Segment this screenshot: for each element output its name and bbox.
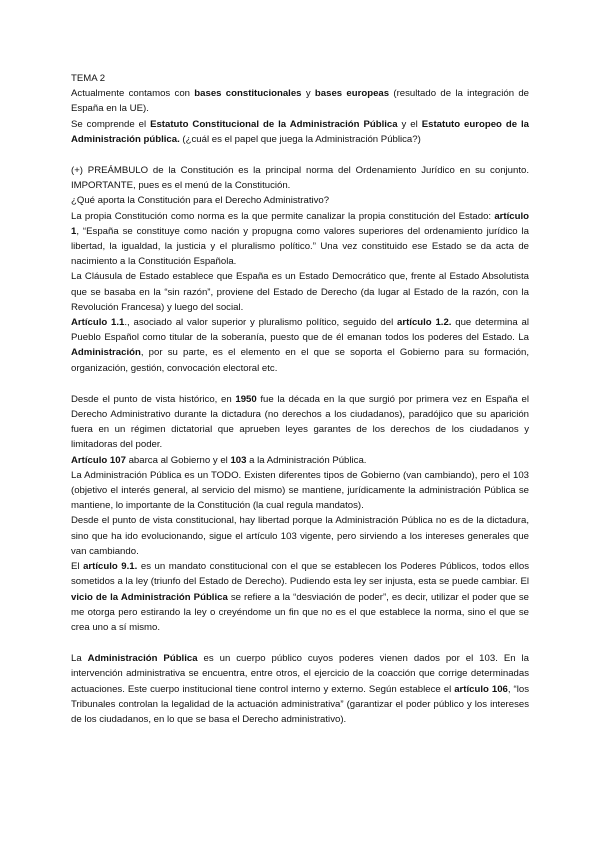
text-run: , por su parte, es el elemento en el que se soporta el Gobierno para su formación, organización, gestión, convocación electoral etc. (71, 347, 529, 374)
text-run: y el (397, 118, 422, 130)
text-run: y (301, 88, 315, 100)
text-run: Desde el punto de vista histórico, en (71, 393, 236, 405)
text-run: , “los Tribunales controlan la legalidad de la actuación administrativa” (garantizar el poder público y los intereses de los ciudadanos, en lo que se basa el Derecho administrativo). (71, 683, 529, 725)
text-run: fue la década en la que surgió por primera vez en España el Derecho Administrativo durante la dictadura (no derechos a los ciudadanos), paradójico que su aparición fuera en un régimen dictatorial que aprueben leyes garantes de los derechos de los ciudadanos y limitadoras del poder. (71, 393, 529, 451)
bold-term: vicio de la Administración Pública (71, 591, 228, 603)
text-run: es un cuerpo público cuyos poderes vienen dados por el 103. En la intervención administrativa se encuentra, entre otros, el ejercicio de la coacción que corrige determinadas actuaciones. Este cuerpo institucional tiene control interno y externo. Según establece el (71, 653, 529, 695)
text-run: (resultado de la integración de España en la UE). (71, 88, 530, 115)
text-run: ., asociado al valor superior y pluralismo político, seguido del (124, 317, 398, 329)
text-run: (¿cuál es el papel que juega la Administración Pública?) (179, 133, 421, 145)
bold-term: Administración Pública (87, 653, 198, 665)
paragraph-gap (71, 376, 529, 392)
bold-term: Estatuto europeo de la Administración pública. (71, 118, 530, 145)
bold-term: artículo 1.2. (397, 317, 452, 329)
bold-term: 1950 (235, 393, 257, 405)
text-run: se refiere a la “desviación de poder”, es decir, utilizar el poder que se me otorga pero estirando la ley o creyéndome un fin que no es el que establece la norma, sino el que se crea uno a sí mismo. (71, 591, 529, 633)
page-heading: TEMA 2 (71, 73, 106, 84)
paragraph-bases (71, 86, 529, 116)
text-run: que determina al Pueblo Español como titular de la soberanía, puesto que de él emanan todos los poderes del Estado. La (71, 317, 529, 344)
paragraph-preambulo: (+) PREÁMBULO de la Constitución es la principal norma del Ordenamiento Jurídico en su conjunto. IMPORTANTE, pues es el menú de la Constitución. (71, 165, 529, 192)
bold-term: 103 (230, 454, 247, 466)
paragraph-articulo-1 (71, 209, 529, 270)
paragraph-gap (71, 635, 529, 651)
paragraph-todo: La Administración Pública es un TODO. Existen diferentes tipos de Gobierno (van cambiando), pero el 103 (objetivo el interés general, al servicio del mismo) se mantiene, jurídicamente la administración Pública se mantiene, lo importante de la Constitución (la cual regula mandatos). (71, 469, 529, 512)
text-run: El (71, 561, 84, 573)
bold-term: Artículo 1.1 (71, 317, 125, 329)
text-run: , “España se constituye como nación y propugna como valores superiores del ordenamiento jurídico la libertad, la igualdad, la justicia y el pluralismo político.” Una vez constituido ese Estado se da acta de nacimiento a la Constitución Española. (71, 225, 529, 268)
paragraph-articulo-9-1 (71, 559, 529, 635)
bold-term: Artículo 107 (71, 454, 126, 466)
paragraph-question: ¿Qué aporta la Constitución para el Derecho Administrativo? (71, 195, 330, 207)
bold-term: Estatuto Constitucional de la Administración Pública (150, 118, 398, 130)
paragraph-gap (71, 147, 529, 163)
paragraph-cuerpo-publico (71, 651, 529, 727)
bold-term: bases europeas (314, 88, 390, 100)
bold-term: artículo 1 (71, 210, 529, 237)
paragraph-historico (71, 392, 529, 453)
text-run: Se comprende el (71, 118, 151, 130)
paragraph-articulo-1-1 (71, 315, 529, 376)
paragraph-estatuto (71, 117, 529, 147)
paragraph-clausula-estado: La Cláusula de Estado establece que España es un Estado Democrático que, frente al Estado Absolutista que se basaba en la “sin razón”, proviene del Estado de Derecho (da lugar al Estado de la razón, con la Revolución Francesa) y luego del social. (71, 271, 529, 313)
bold-term: Administración (71, 347, 141, 359)
bold-term: bases constitucionales (194, 88, 302, 100)
text-run: es un mandato constitucional con el que se establecen los Poderes Públicos, todos ellos sometidos a la ley (triunfo del Estado de Derecho). Pudiendo esta ley ser injusta, esta se puede cambiar. El (71, 561, 529, 588)
text-run: abarca al Gobierno y el (125, 454, 231, 466)
text-run: a la Administración Pública. (246, 454, 367, 466)
bold-term: artículo 106 (454, 683, 508, 695)
bold-term: artículo 9.1. (83, 561, 138, 573)
text-run: Actualmente contamos con (71, 88, 195, 100)
text-run: La (71, 653, 88, 665)
paragraph-articulo-107 (71, 453, 529, 468)
paragraph-constitucional: Desde el punto de vista constitucional, hay libertad porque la Administración Pública no es de la dictadura, sino que ha ido evolucionando, sigue el artículo 103 vigente, pero sirviendo a los intereses generales que van cambiando. (71, 515, 529, 557)
text-run: La propia Constitución como norma es la que permite canalizar la propia constitución del Estado: (71, 210, 495, 222)
